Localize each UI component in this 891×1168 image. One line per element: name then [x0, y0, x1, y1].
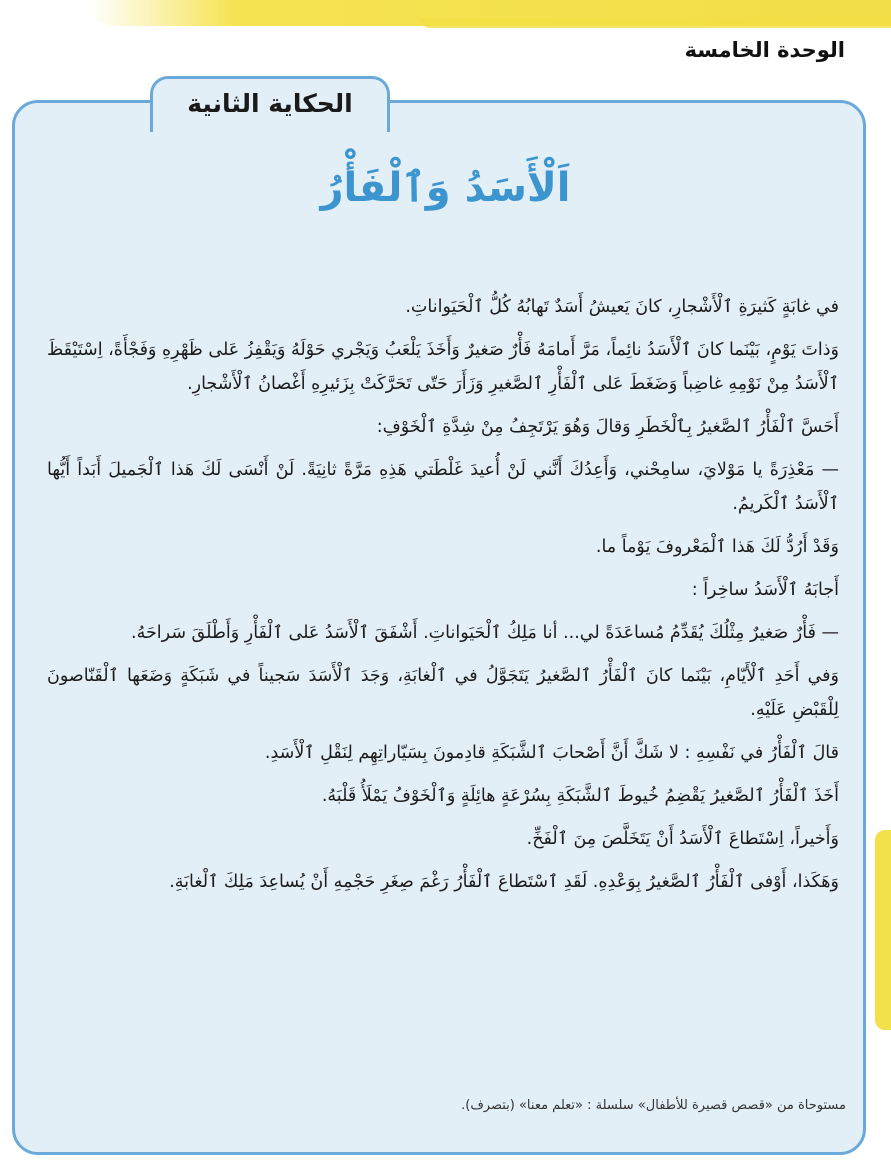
- story-paragraph: — فَأْرٌ صَغيرٌ مِثْلُكَ يُقَدِّمُ مُساعَدَةً لي... أنا مَلِكُ ٱلْحَيَواناتِ. أَشْفَقَ ٱلْأَسَدُ عَلى ٱلْفَأْرِ وَأَطْلَقَ سَراحَهُ.: [131, 623, 839, 643]
- decorative-yellow-edge: [875, 830, 891, 1030]
- story-paragraph: وَفي أَحَدِ ٱلْأَيّامِ، بَيْنَما كانَ ٱلْفَأْرُ ٱلصَّغيرُ يَتَجَوَّلُ في ٱلْغابَةِ، وَجَدَ ٱلْأَسَدَ سَجيناً في شَبَكَةٍ وَضَعَها ٱلْقَنّاصونَ لِلْقَبْضِ عَلَيْهِ.: [47, 666, 839, 720]
- story-paragraph: أَحَسَّ ٱلْفَأْرُ ٱلصَّغيرُ بِٱلْخَطَرِ وَقالَ وَهُوَ يَرْتَجِفُ مِنْ شِدَّةِ ٱلْخَوْفِ:: [376, 417, 839, 437]
- unit-title: الوحدة الخامسة: [684, 38, 845, 62]
- story-paragraph: وَذاتَ يَوْمٍ، بَيْنَما كانَ ٱلْأَسَدُ نائِماً، مَرَّ أَمامَهُ فَأْرٌ صَغيرٌ وَأَخَذَ يَلْعَبُ وَيَجْري حَوْلَهُ وَيَقْفِزُ عَلى ظَهْرِهِ وَفَجْأَةً، اِسْتَيْقَظَ ٱلْأَسَدُ مِنْ نَوْمِهِ غاضِباً وَضَغَطَ عَلى ٱلْفَأْرِ ٱلصَّغيرِ وَزَأَرَ حَتّى تَحَرَّكَتْ بِزَئيرِهِ أَغْصانُ ٱلْأَشْجارِ.: [47, 340, 839, 394]
- story-paragraph: أَجابَهُ ٱلْأَسَدُ ساخِراً :: [691, 580, 839, 600]
- story-paragraph: في غابَةٍ كَثيرَةِ ٱلْأَشْجارِ، كانَ يَعيشُ أَسَدٌ تَهابُهُ كُلُّ ٱلْحَيَواناتِ.: [405, 297, 839, 317]
- story-body: [47, 290, 839, 908]
- story-paragraph: وَهَكَذا، أَوْفى ٱلْفَأْرُ ٱلصَّغيرُ بِوَعْدِهِ. لَقَدِ ٱسْتَطاعَ ٱلْفَأْرُ رَغْمَ صِغَرِ حَجْمِهِ أَنْ يُساعِدَ مَلِكَ ٱلْغابَةِ.: [169, 872, 839, 892]
- source-note: مستوحاة من «قصص قصيرة للأطفال» سلسلة : «تعلم معنا» (بتصرف).: [461, 1098, 846, 1113]
- story-paragraph: أَخَذَ ٱلْفَأْرُ ٱلصَّغيرُ يَقْضِمُ خُيوطَ ٱلشَّبَكَةِ بِسُرْعَةٍ هائِلَةٍ وَٱلْخَوْفُ يَمْلَأُ قَلْبَهُ.: [321, 786, 839, 806]
- story-paragraph: وَقَدْ أَرُدُّ لَكَ هَذا ٱلْمَعْروفَ يَوْماً ما.: [595, 537, 839, 557]
- story-paragraph: قالَ ٱلْفَأْرُ في نَفْسِهِ : لا شَكَّ أَنَّ أَصْحابَ ٱلشَّبَكَةِ قادِمونَ بِسَيّاراتِهِم لِنَقْلِ ٱلْأَسَدِ.: [264, 743, 839, 763]
- story-paragraph: وَأَخيراً، اِسْتَطاعَ ٱلْأَسَدُ أَنْ يَتَخَلَّصَ مِنَ ٱلْفَخِّ.: [526, 829, 839, 849]
- story-paragraph: — مَعْذِرَةً يا مَوْلايَ، سامِحْني، وَأَعِدُكَ أَنَّني لَنْ أُعيدَ غَلْطَتي هَذِهِ مَرَّةً ثانِيَةً. لَنْ أَنْسَى لَكَ هَذا ٱلْجَميلَ أَبَداً أَيُّها ٱلْأَسَدُ ٱلْكَريمُ.: [47, 460, 839, 514]
- decorative-yellow-stroke-2: [420, 18, 891, 28]
- story-tab-label: الحكاية الثانية: [150, 76, 390, 132]
- story-title: اَلْأَسَدُ وَٱلْفَأْرُ: [320, 165, 571, 211]
- tab-joint: [153, 126, 387, 136]
